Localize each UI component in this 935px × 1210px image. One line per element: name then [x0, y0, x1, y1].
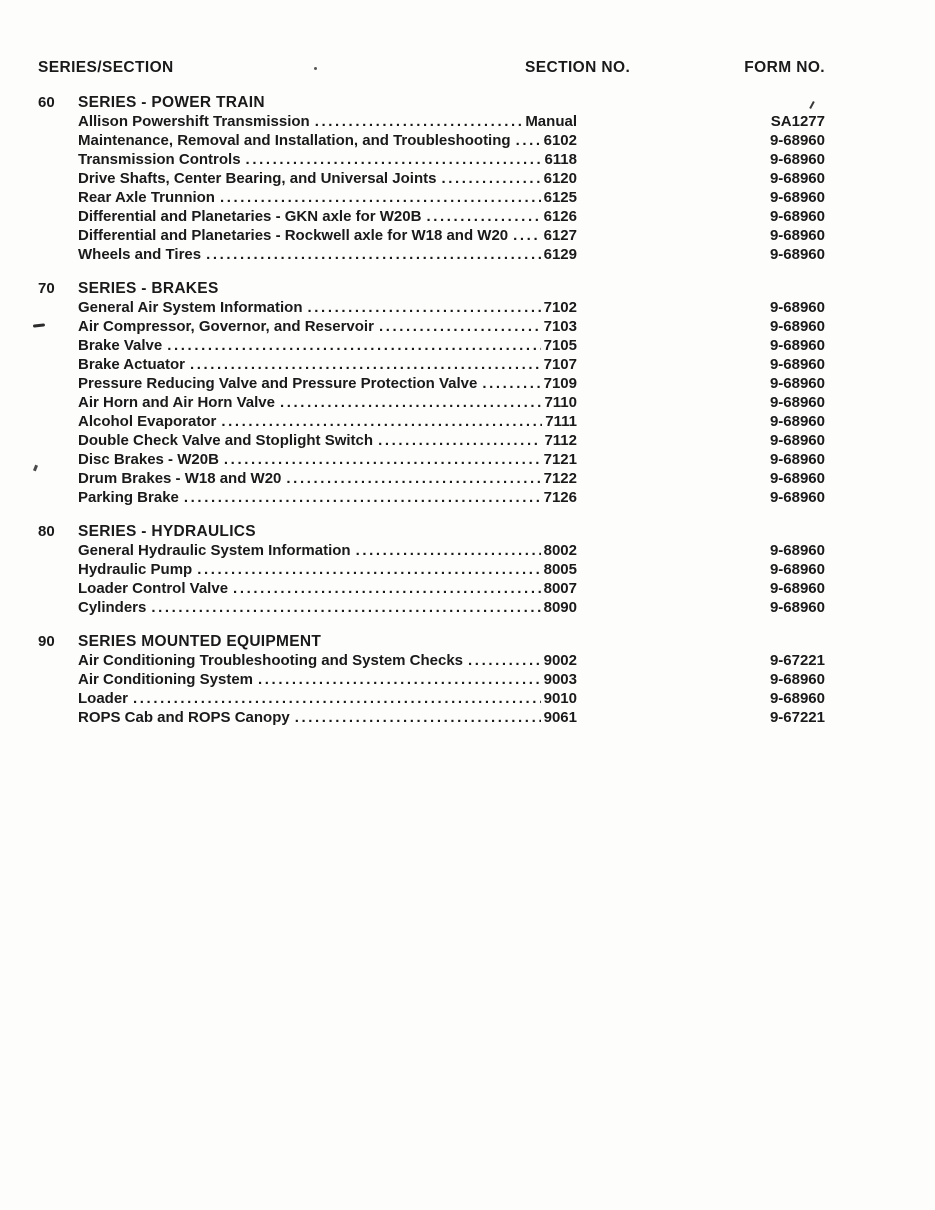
section-number: 70	[38, 280, 55, 297]
toc-row-title: Loader	[78, 690, 129, 707]
form-no-value: 9-68960	[769, 375, 825, 392]
section-heading-main	[78, 632, 577, 651]
toc-row	[38, 689, 825, 708]
toc-row-main	[78, 541, 577, 560]
toc-row-main	[78, 598, 577, 617]
toc-row	[38, 374, 825, 393]
section-no-value: 8002	[543, 542, 577, 559]
toc-row-title: Brake Actuator	[78, 356, 185, 373]
dot-leader	[295, 708, 541, 727]
toc-row-main	[78, 298, 577, 317]
toc-row-title: Air Compressor, Governor, and Reservoir	[78, 318, 374, 335]
toc-row	[38, 598, 825, 617]
dot-leader	[206, 245, 541, 264]
toc-row-main	[78, 336, 577, 355]
section-no-value: 6126	[543, 208, 577, 225]
section-number: 60	[38, 94, 55, 111]
toc-row-main	[78, 355, 577, 374]
toc-row-title: Differential and Planetaries - Rockwell axle for W18 and W20	[78, 227, 509, 244]
toc-row	[38, 336, 825, 355]
section-heading-row	[38, 522, 825, 541]
form-no-value: 9-68960	[769, 599, 825, 616]
dot-leader	[233, 579, 541, 598]
dot-leader	[441, 169, 540, 188]
form-no-value: 9-68960	[769, 318, 825, 335]
toc-row-main	[78, 579, 577, 598]
toc-row	[38, 355, 825, 374]
dot-leader	[286, 469, 540, 488]
toc-row	[38, 560, 825, 579]
toc-section	[38, 279, 825, 507]
toc-row	[38, 226, 825, 245]
page-content	[38, 59, 825, 727]
toc-row-title: Allison Powershift Transmission	[78, 113, 310, 130]
section-number: 90	[38, 633, 55, 650]
dot-leader	[167, 336, 540, 355]
toc-row-title: General Hydraulic System Information	[78, 542, 351, 559]
section-no-value: 6129	[543, 246, 577, 263]
toc-row-main	[78, 188, 577, 207]
form-no-value: 9-68960	[769, 413, 825, 430]
toc-row	[38, 412, 825, 431]
toc-row-main	[78, 131, 577, 150]
toc-row	[38, 298, 825, 317]
toc-row	[38, 579, 825, 598]
section-heading-row	[38, 632, 825, 651]
toc-row-title: Drive Shafts, Center Bearing, and Universal Joints	[78, 170, 437, 187]
form-no-value: 9-67221	[769, 709, 825, 726]
form-no-value: 9-68960	[769, 337, 825, 354]
section-title: SERIES - BRAKES	[78, 280, 219, 297]
section-no-value: 9002	[543, 652, 577, 669]
toc-row	[38, 393, 825, 412]
toc-row-main	[78, 670, 577, 689]
toc-row-main	[78, 317, 577, 336]
toc-row	[38, 207, 825, 226]
column-header-section-no: SECTION NO.	[525, 59, 631, 76]
toc-row-main	[78, 245, 577, 264]
form-no-value: 9-68960	[769, 432, 825, 449]
section-no-value: 8090	[543, 599, 577, 616]
form-no-value: 9-68960	[769, 470, 825, 487]
section-no-value: 7105	[543, 337, 577, 354]
toc-row-title: Air Horn and Air Horn Valve	[78, 394, 275, 411]
dot-leader	[133, 689, 541, 708]
form-no-value: 9-68960	[769, 208, 825, 225]
form-no-value: 9-68960	[769, 299, 825, 316]
toc-row-title: Air Conditioning Troubleshooting and System Checks	[78, 652, 464, 669]
toc-row-title: Brake Valve	[78, 337, 163, 354]
form-no-value: 9-68960	[769, 151, 825, 168]
toc-row	[38, 317, 825, 336]
form-no-value: 9-68960	[769, 356, 825, 373]
section-no-value: 8007	[543, 580, 577, 597]
form-no-value: 9-68960	[769, 170, 825, 187]
dot-leader	[280, 393, 541, 412]
form-no-value: 9-68960	[769, 451, 825, 468]
section-title: SERIES MOUNTED EQUIPMENT	[78, 633, 322, 650]
form-no-value: 9-68960	[769, 561, 825, 578]
section-heading-main	[78, 93, 577, 112]
scan-artifact-dot	[314, 67, 317, 70]
dot-leader	[482, 374, 540, 393]
section-title: SERIES - POWER TRAIN	[78, 94, 265, 111]
dot-leader	[246, 150, 542, 169]
section-no-value: 7122	[543, 470, 577, 487]
toc-row-title: General Air System Information	[78, 299, 303, 316]
toc-row	[38, 150, 825, 169]
toc-row-main	[78, 393, 577, 412]
section-no-value: 7107	[543, 356, 577, 373]
section-no-value: 7103	[543, 318, 577, 335]
dot-leader	[513, 226, 540, 245]
toc-row-title: Cylinders	[78, 599, 147, 616]
toc-row-main	[78, 169, 577, 188]
section-title: SERIES - HYDRAULICS	[78, 523, 256, 540]
toc-row-main	[78, 374, 577, 393]
toc-row-title: Double Check Valve and Stoplight Switch	[78, 432, 374, 449]
toc-row	[38, 188, 825, 207]
form-no-value: 9-68960	[769, 542, 825, 559]
toc-row-title: Loader Control Valve	[78, 580, 229, 597]
form-no-value: 9-67221	[769, 652, 825, 669]
section-no-value: 7121	[543, 451, 577, 468]
dot-leader	[315, 112, 523, 131]
form-no-value: SA1277	[770, 113, 825, 130]
toc-row-title: Rear Axle Trunnion	[78, 189, 215, 206]
toc-row	[38, 708, 825, 727]
section-no-value: 6102	[543, 132, 577, 149]
dot-leader	[468, 651, 541, 670]
section-no-value: Manual	[525, 113, 577, 130]
dot-leader	[379, 317, 541, 336]
toc-row	[38, 431, 825, 450]
section-no-value: 9010	[543, 690, 577, 707]
column-header-form-no: FORM NO.	[744, 59, 825, 76]
toc-row	[38, 112, 825, 131]
toc-row	[38, 169, 825, 188]
dot-leader	[258, 670, 541, 689]
section-number: 80	[38, 523, 55, 540]
section-heading-row	[38, 279, 825, 298]
toc-row-main	[78, 450, 577, 469]
toc-sections	[38, 93, 825, 727]
toc-row-title: Hydraulic Pump	[78, 561, 193, 578]
toc-row-title: Wheels and Tires	[78, 246, 202, 263]
toc-row	[38, 469, 825, 488]
toc-row	[38, 245, 825, 264]
toc-row-main	[78, 651, 577, 670]
dot-leader	[220, 188, 541, 207]
section-heading-main	[78, 279, 577, 298]
section-no-value: 7126	[543, 489, 577, 506]
section-no-value: 8005	[543, 561, 577, 578]
column-header-row	[38, 59, 825, 75]
section-no-value: 6120	[543, 170, 577, 187]
toc-row-title: Alcohol Evaporator	[78, 413, 217, 430]
toc-row-main	[78, 689, 577, 708]
toc-row-main	[78, 112, 577, 131]
dot-leader	[308, 298, 541, 317]
dot-leader	[197, 560, 540, 579]
section-heading-main	[78, 522, 577, 541]
dot-leader	[426, 207, 540, 226]
toc-row-main	[78, 412, 577, 431]
dot-leader	[356, 541, 541, 560]
toc-row-title: Differential and Planetaries - GKN axle for W20B	[78, 208, 422, 225]
toc-row-main	[78, 207, 577, 226]
toc-row	[38, 131, 825, 150]
toc-row-title: Transmission Controls	[78, 151, 241, 168]
section-no-value: 9061	[543, 709, 577, 726]
form-no-value: 9-68960	[769, 394, 825, 411]
form-no-value: 9-68960	[769, 671, 825, 688]
toc-row	[38, 651, 825, 670]
dot-leader	[378, 431, 541, 450]
dot-leader	[516, 131, 541, 150]
dot-leader	[190, 355, 541, 374]
toc-row-title: Air Conditioning System	[78, 671, 254, 688]
section-heading-row	[38, 93, 825, 112]
dot-leader	[151, 598, 540, 617]
toc-row-title: Drum Brakes - W18 and W20	[78, 470, 282, 487]
form-no-value: 9-68960	[769, 132, 825, 149]
toc-section	[38, 522, 825, 617]
toc-row-main	[78, 560, 577, 579]
toc-section	[38, 632, 825, 727]
toc-row-title: Parking Brake	[78, 489, 179, 506]
toc-section	[38, 93, 825, 264]
section-no-value: 6118	[544, 151, 577, 168]
toc-row	[38, 450, 825, 469]
section-no-value: 7109	[543, 375, 577, 392]
form-no-value: 9-68960	[769, 227, 825, 244]
toc-row-title: Pressure Reducing Valve and Pressure Protection Valve	[78, 375, 478, 392]
dot-leader	[221, 412, 542, 431]
form-no-value: 9-68960	[769, 189, 825, 206]
section-no-value: 9003	[543, 671, 577, 688]
toc-row-main	[78, 150, 577, 169]
toc-row	[38, 541, 825, 560]
toc-row-title: ROPS Cab and ROPS Canopy	[78, 709, 290, 726]
dot-leader	[224, 450, 541, 469]
form-no-value: 9-68960	[769, 690, 825, 707]
dot-leader	[184, 488, 541, 507]
toc-row-title: Disc Brakes - W20B	[78, 451, 219, 468]
section-no-value: 6127	[543, 227, 577, 244]
section-no-value: 7110	[544, 394, 577, 411]
toc-row-main	[78, 488, 577, 507]
section-no-value: 7102	[543, 299, 577, 316]
toc-row-main	[78, 708, 577, 727]
column-header-series-section: SERIES/SECTION	[38, 59, 174, 76]
form-no-value: 9-68960	[769, 489, 825, 506]
toc-row	[38, 488, 825, 507]
section-no-value: 7111	[545, 413, 577, 430]
form-no-value: 9-68960	[769, 246, 825, 263]
toc-row-main	[78, 469, 577, 488]
toc-row-main	[78, 226, 577, 245]
toc-row-main	[78, 431, 577, 450]
section-no-value: 7112	[544, 432, 577, 449]
form-no-value: 9-68960	[769, 580, 825, 597]
toc-row	[38, 670, 825, 689]
section-no-value: 6125	[543, 189, 577, 206]
toc-row-title: Maintenance, Removal and Installation, and Troubleshooting	[78, 132, 511, 149]
